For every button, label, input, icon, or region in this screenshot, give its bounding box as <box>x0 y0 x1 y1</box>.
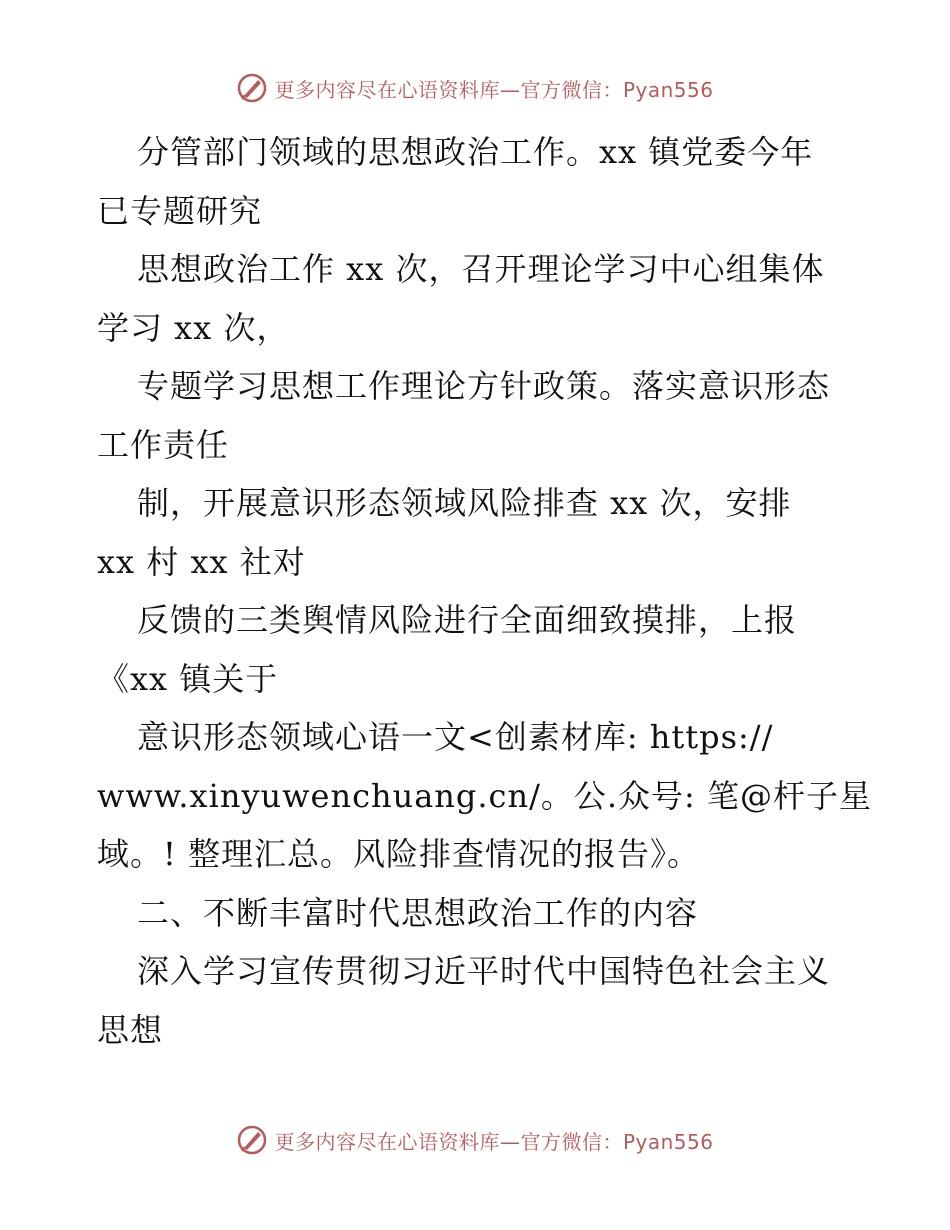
text-line: xx 村 xx 社对 <box>97 542 306 581</box>
text-line: 反馈的三类舆情风险进行全面细致摸排，上报 <box>137 601 798 639</box>
text-line: 专题学习思想工作理论方针政策。落实意识形态 <box>137 367 831 405</box>
text-line: 域。! 整理汇总。风险排查情况的报告》。 <box>97 835 701 873</box>
text-line: 思想 <box>97 1010 164 1049</box>
watermark-text: 更多内容尽在心语资料库—官方微信：Pyan556 <box>274 1129 714 1154</box>
text-line: 意识形态领域心语一文<创素材库: https:// <box>137 718 774 756</box>
watermark-text: 更多内容尽在心语资料库—官方微信：Pyan556 <box>274 77 714 102</box>
text-line: 工作责任 <box>97 425 230 464</box>
quill-logo-icon <box>236 1124 268 1156</box>
text-line: 学习 xx 次， <box>97 308 290 347</box>
text-line: 分管部门领域的思想政治工作。xx 镇党委今年 <box>137 133 814 171</box>
header-watermark <box>0 72 950 104</box>
section-heading: 二、不断丰富时代思想政治工作的内容 <box>137 893 699 932</box>
text-line: www.xinyuwenchuang.cn/。公.众号: 笔@杆子星 <box>97 776 872 815</box>
document-body <box>97 123 872 1059</box>
quill-logo-icon <box>236 72 268 104</box>
text-line: 制，开展意识形态领域风险排查 xx 次，安排 <box>137 484 792 522</box>
text-line: 思想政治工作 xx 次，召开理论学习中心组集体 <box>137 250 825 288</box>
text-line: 已专题研究 <box>97 191 263 230</box>
text-line: 《xx 镇关于 <box>97 659 279 698</box>
text-line: 深入学习宣传贯彻习近平时代中国特色社会主义 <box>137 952 831 990</box>
footer-watermark <box>0 1124 950 1156</box>
